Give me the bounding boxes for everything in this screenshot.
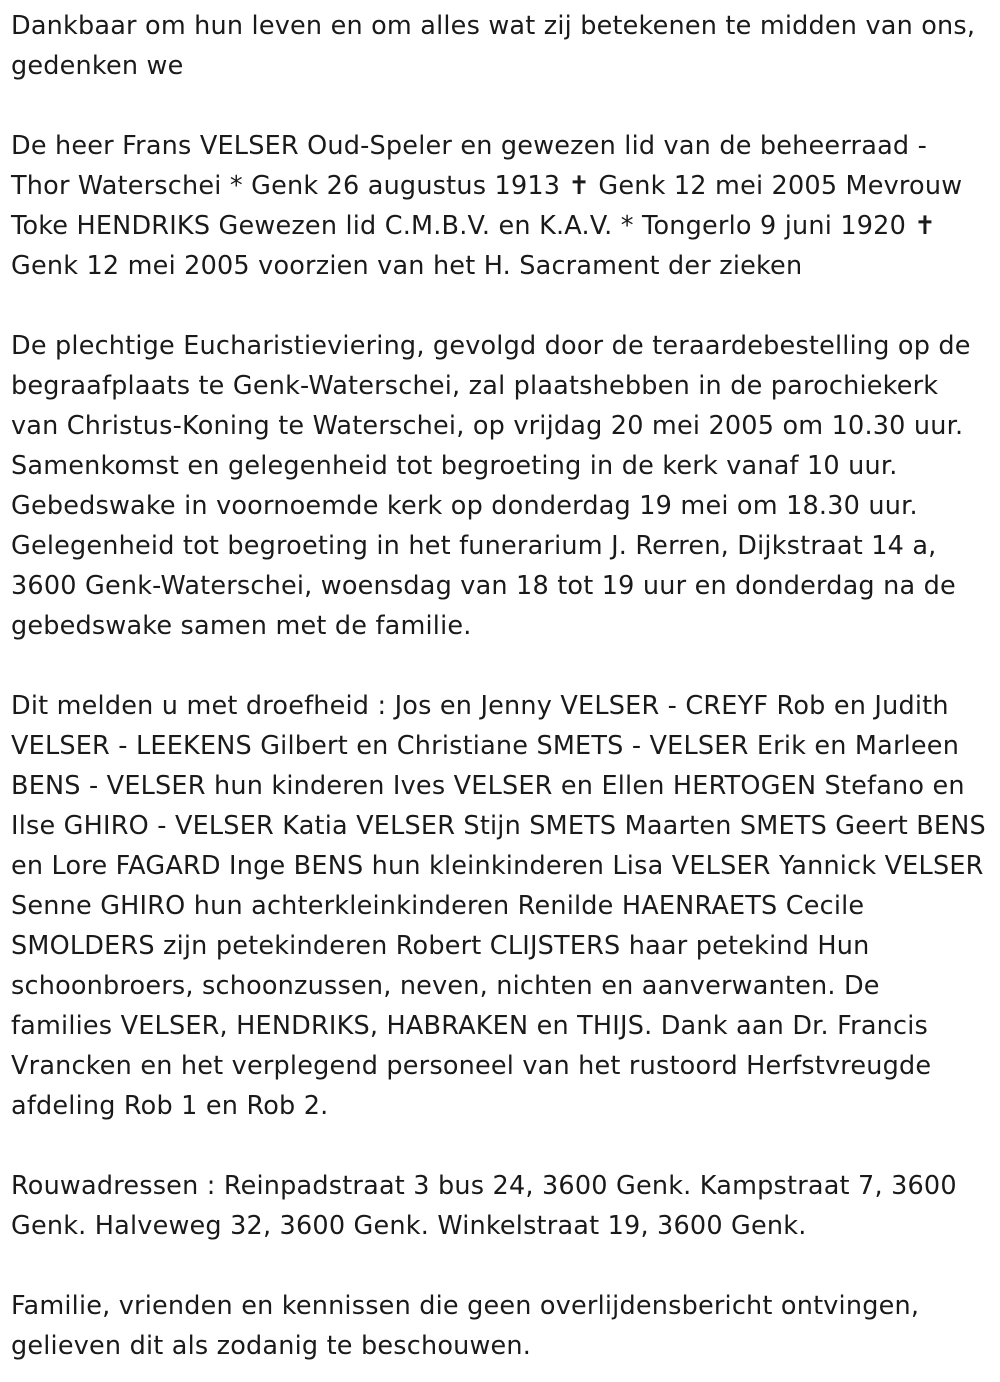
ceremony-paragraph: De plechtige Eucharistieviering, gevolgd door de teraardebestelling op de begraafplaats te Genk-Waterschei, zal plaatshebben in de parochiekerk van Christus-Koning te Waterschei, op vrijdag 20 mei 2005 om 10.30 uur. Samenkomst en gelegenheid tot begroeting in de kerk vanaf 10 uur. Gebedswake in voornoemde kerk op donderdag 19 mei om 18.30 uur. Gelegenheid tot begroeting in het funerarium J. Rerren, Dijkstraat 14 a, 3600 Genk-Waterschei, woensdag van 18 tot 19 uur en donderdag na de gebedswake samen met de familie. bbox=[11, 331, 971, 641]
family-announcement-paragraph: Dit melden u met droefheid : Jos en Jenny VELSER - CREYF Rob en Judith VELSER - LEEKENS Gilbert en Christiane SMETS - VELSER Erik en Marleen BENS - VELSER hun kinderen Ives VELSER en Ellen HERTOGEN Stefano en Ilse GHIRO - VELSER Katia VELSER Stijn SMETS Maarten SMETS Geert BENS en Lore FAGARD Inge BENS hun kleinkinderen Lisa VELSER Yannick VELSER Senne GHIRO hun achterkleinkinderen Renilde HAENRAETS Cecile SMOLDERS zijn petekinderen Robert CLIJSTERS haar petekind Hun schoonbroers, schoonzussen, neven, nichten en aanverwanten. De families VELSER, HENDRIKS, HABRAKEN en THIJS. Dank aan Dr. Francis Vrancken en het verplegend personeel van het rustoord Herfstvreugde afdeling Rob 1 en Rob 2. bbox=[11, 691, 986, 1121]
closing-paragraph: Familie, vrienden en kennissen die geen overlijdensbericht ontvingen, gelieven dit als zodanig te beschouwen. bbox=[11, 1291, 920, 1361]
intro-paragraph: Dankbaar om hun leven en om alles wat zij betekenen te midden van ons, gedenken we bbox=[11, 11, 976, 81]
deceased-paragraph: De heer Frans VELSER Oud-Speler en gewezen lid van de beheerraad - Thor Waterschei * Genk 26 augustus 1913 ✝ Genk 12 mei 2005 Mevrouw Toke HENDRIKS Gewezen lid C.M.B.V. en K.A.V. * Tongerlo 9 juni 1920 ✝ Genk 12 mei 2005 voorzien van het H. Sacrament der zieken bbox=[11, 131, 963, 281]
condolence-addresses-paragraph: Rouwadressen : Reinpadstraat 3 bus 24, 3600 Genk. Kampstraat 7, 3600 Genk. Halveweg 32, 3600 Genk. Winkelstraat 19, 3600 Genk. bbox=[11, 1171, 957, 1241]
